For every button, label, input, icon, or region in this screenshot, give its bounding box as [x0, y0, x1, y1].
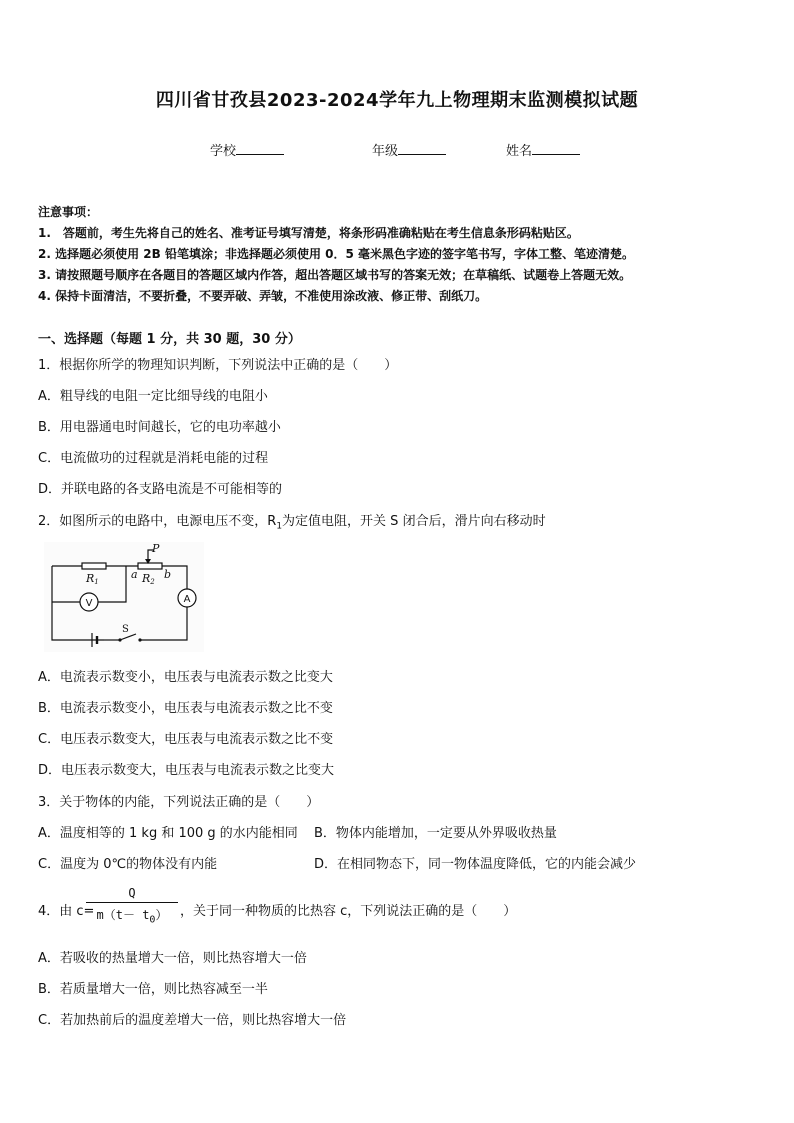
q1-option-a: A．粗导线的电阻一定比细导线的电阻小 [38, 389, 268, 404]
name-label: 姓名 [506, 144, 533, 159]
page-title: 四川省甘孜县2023-2024学年九上物理期末监测模拟试题 [155, 90, 639, 111]
s-label: S [122, 624, 129, 635]
q4-fraction-bar [86, 902, 178, 903]
q4-formula-fraction [86, 886, 178, 925]
notes-block [38, 202, 634, 307]
q2-option-c: C．电压表示数变大，电压表与电流表示数之比不变 [38, 732, 334, 747]
name-blank[interactable] [532, 142, 580, 155]
q4-option-b: B．若质量增大一倍，则比热容减至一半 [38, 982, 268, 997]
b-terminal-label: b [164, 568, 172, 581]
q2-stem-post: 为定值电阻，开关 S 闭合后，滑片向右移动时 [282, 514, 546, 529]
school-field [210, 140, 284, 159]
ammeter-label: A [183, 594, 191, 605]
grade-field [372, 140, 446, 159]
q4-denominator [86, 906, 178, 925]
q3-option-a: A．温度相等的 1 kg 和 100 g 的水内能相同 [38, 826, 298, 841]
q4-suffix: ，关于同一种物质的比热容 c，下列说法正确的是（ ） [180, 904, 517, 919]
q2-option-d: D．电压表示数变大，电压表与电流表示数之比变大 [38, 763, 335, 778]
r1-resistor [82, 563, 106, 569]
switch-contact [138, 638, 141, 641]
q4-option-a: A．若吸收的热量增大一倍，则比热容增大一倍 [38, 951, 307, 966]
name-field [506, 140, 580, 159]
q1-option-b: B．用电器通电时间越长，它的电功率越小 [38, 420, 281, 435]
p-label: P [152, 542, 160, 555]
q2-option-a: A．电流表示数变小，电压表与电流表示数之比变大 [38, 670, 333, 685]
q3-stem: 3．关于物体的内能，下列说法正确的是（ ） [38, 795, 320, 810]
q1-stem: 1．根据你所学的物理知识判断，下列说法中正确的是（ ） [38, 358, 398, 373]
grade-blank[interactable] [398, 142, 446, 155]
r1-label: R1 [86, 572, 99, 586]
q1-option-c: C．电流做功的过程就是消耗电能的过程 [38, 451, 269, 466]
q4-option-c: C．若加热前后的温度差增大一倍，则比热容增大一倍 [38, 1013, 347, 1028]
r2-label: R2 [142, 572, 155, 586]
section-heading: 一、选择题（每题 1 分，共 30 题，30 分） [38, 332, 301, 347]
q3-option-c: C．温度为 0℃的物体没有内能 [38, 857, 218, 872]
q2-stem-pre: 2．如图所示的电路中，电源电压不变，R [38, 514, 277, 529]
q2-stem-sub: 1 [276, 521, 283, 532]
notes-item: 1. 答题前，考生先将自己的姓名、准考证号填写清楚，将条形码准确粘贴在考生信息条形码粘贴区。 [38, 226, 579, 240]
r2-resistor [138, 563, 162, 569]
voltmeter-label: V [85, 598, 93, 609]
q4-denominator-end: ） [155, 908, 168, 922]
school-label: 学校 [210, 144, 237, 159]
q1-option-d: D．并联电路的各支路电流是不可能相等的 [38, 482, 283, 497]
q4-denominator-main: m（t－ t [96, 908, 150, 922]
school-blank[interactable] [236, 142, 284, 155]
q4-denominator-sub: 0 [149, 914, 156, 926]
q2-stem [38, 510, 546, 532]
q4-numerator: Q [128, 886, 136, 900]
circuit-diagram [44, 542, 204, 652]
notes-item: 4. 保持卡面清洁，不要折叠，不要弄破、弄皱，不准使用涂改液、修正带、刮纸刀。 [38, 289, 488, 303]
q3-option-b: B．物体内能增加，一定要从外界吸收热量 [314, 826, 557, 841]
notes-heading: 注意事项： [38, 205, 99, 219]
notes-item: 3. 请按照题号顺序在各题目的答题区域内作答，超出答题区域书写的答案无效；在草稿纸、试题卷上答题无效。 [38, 268, 632, 282]
q2-option-b: B．电流表示数变小，电压表与电流表示数之比不变 [38, 701, 333, 716]
q4-prefix: 4．由 c= [38, 904, 95, 919]
q3-option-d: D．在相同物态下，同一物体温度降低，它的内能会减少 [314, 857, 637, 872]
grade-label: 年级 [372, 144, 399, 159]
notes-item: 2. 选择题必须使用 2B 铅笔填涂；非选择题必须使用 0．5 毫米黑色字迹的签字笔书写，字体工整、笔迹清楚。 [38, 247, 634, 261]
a-terminal-label: a [131, 568, 138, 581]
switch-pivot [118, 638, 121, 641]
